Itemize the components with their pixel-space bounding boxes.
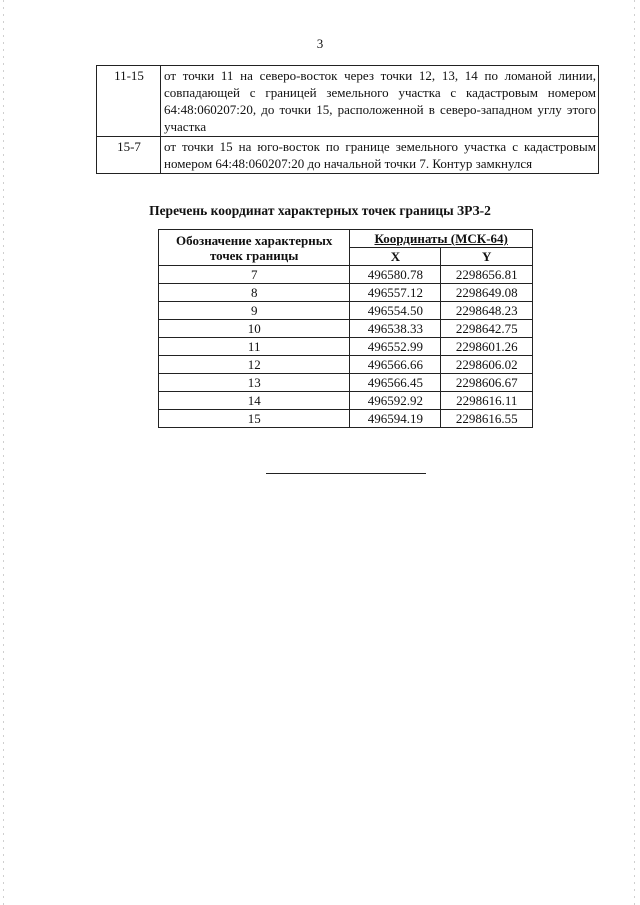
x-coordinate: 496552.99 <box>350 338 441 356</box>
border-description-table <box>96 65 599 174</box>
coordinate-row <box>159 356 533 374</box>
coordinate-row <box>159 320 533 338</box>
coordinates-table-body <box>159 266 533 428</box>
x-coordinate: 496557.12 <box>350 284 441 302</box>
point-number: 10 <box>159 320 350 338</box>
border-segment: 15-7 <box>97 137 161 174</box>
x-coordinate: 496580.78 <box>350 266 441 284</box>
point-number: 11 <box>159 338 350 356</box>
x-coordinate: 496554.50 <box>350 302 441 320</box>
y-coordinate: 2298606.02 <box>441 356 533 374</box>
x-coordinate: 496566.45 <box>350 374 441 392</box>
coordinate-system-header: Координаты (МСК-64) <box>350 230 533 248</box>
coordinates-table-header <box>159 230 533 266</box>
scan-edge-right <box>634 0 635 905</box>
y-column-header: Y <box>441 248 533 266</box>
border-description: от точки 15 на юго-восток по границе земельного участка с кадастровым номером 64:48:060207:20 до начальной точки 7. Контур замкнулся <box>161 137 599 174</box>
coordinate-row <box>159 392 533 410</box>
point-number: 9 <box>159 302 350 320</box>
point-number: 7 <box>159 266 350 284</box>
scan-edge-left <box>3 0 4 905</box>
coordinate-row <box>159 374 533 392</box>
point-number: 15 <box>159 410 350 428</box>
border-segment: 11-15 <box>97 66 161 137</box>
x-coordinate: 496566.66 <box>350 356 441 374</box>
y-coordinate: 2298642.75 <box>441 320 533 338</box>
coordinate-row <box>159 284 533 302</box>
y-coordinate: 2298606.67 <box>441 374 533 392</box>
x-coordinate: 496538.33 <box>350 320 441 338</box>
coordinates-table <box>158 229 533 428</box>
x-coordinate: 496594.19 <box>350 410 441 428</box>
coordinate-row <box>159 410 533 428</box>
border-row <box>97 137 599 174</box>
page-number: 3 <box>316 36 324 51</box>
border-description: от точки 11 на северо-восток через точки 12, 13, 14 по ломаной линии, совпадающей с границей земельного участка с кадастровым номером 64:48:060207:20, до точки 15, расположенной в северо-западном углу этого участка <box>161 66 599 137</box>
point-name-header: Обозначение характерных точек границы <box>159 230 350 266</box>
x-column-header: X <box>350 248 441 266</box>
end-divider-line <box>266 473 426 474</box>
y-coordinate: 2298616.55 <box>441 410 533 428</box>
coordinate-row <box>159 266 533 284</box>
y-coordinate: 2298601.26 <box>441 338 533 356</box>
x-coordinate: 496592.92 <box>350 392 441 410</box>
coordinate-row <box>159 302 533 320</box>
y-coordinate: 2298616.11 <box>441 392 533 410</box>
y-coordinate: 2298648.23 <box>441 302 533 320</box>
coordinate-row <box>159 338 533 356</box>
y-coordinate: 2298649.08 <box>441 284 533 302</box>
point-number: 14 <box>159 392 350 410</box>
border-table-body <box>97 66 599 174</box>
y-coordinate: 2298656.81 <box>441 266 533 284</box>
border-row <box>97 66 599 137</box>
coordinates-title: Перечень координат характерных точек границы ЗРЗ-2 <box>149 203 491 218</box>
point-number: 8 <box>159 284 350 302</box>
point-number: 13 <box>159 374 350 392</box>
point-number: 12 <box>159 356 350 374</box>
